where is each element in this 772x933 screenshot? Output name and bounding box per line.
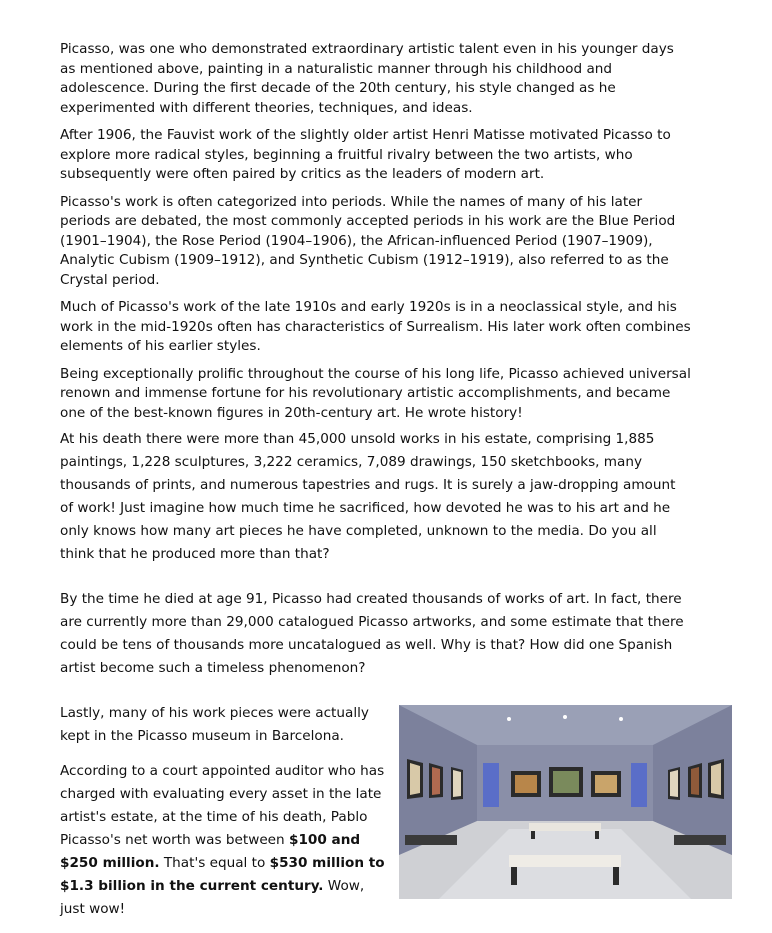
paragraph-periods: Picasso's work is often categorized into periods. While the names of many of his later periods are debated, the most commonly accepted periods in his work are the Blue Period (1901–1904), the Rose Period (1904–1906), the African-influenced Period (1907–1909), Analytic Cubism (1909–1912), and Synthetic Cubism (1912–1919), also referred to as the Crystal period.	[60, 193, 676, 288]
paragraph-museum: Lastly, many of his work pieces were actually kept in the Picasso museum in Barcelona.	[60, 705, 369, 744]
document-body	[60, 40, 692, 702]
paragraph-estate-works: At his death there were more than 45,000 unsold works in his estate, comprising 1,885 paintings, 1,228 sculptures, 3,222 ceramics, 7,089 drawings, 150 sketchbooks, many thousands of prints, and numerous tapestries and rugs. It is surely a jaw-dropping amount of work! Just imagine how much time he sacrificed, how devoted he was to his art and he only knows how many art pieces he have completed, unknown to the media. Do you all think that he produced more than that?	[60, 431, 676, 562]
paragraph-catalogued: By the time he died at age 91, Picasso had created thousands of works of art. In fact, there are currently more than 29,000 catalogued Picasso artworks, and some estimate that there could be tens of thousands more uncatalogued as well. Why is that? How did one Spanish artist become such a timeless phenomenon?	[60, 591, 684, 676]
paragraph-neoclassical: Much of Picasso's work of the late 1910s and early 1920s is in a neoclassical style, and his work in the mid-1920s often has characteristics of Surrealism. His later work often combines elements of his earlier styles.	[60, 299, 691, 354]
text-column	[60, 702, 390, 933]
paragraph-early-talent: Picasso, was one who demonstrated extraordinary artistic talent even in his younger days as mentioned above, painting in a naturalistic manner through his childhood and adolescence. During the first decade of the 20th century, his style changed as he experimented with different theories, techniques, and ideas.	[60, 41, 674, 116]
net-worth-intro: According to a court appointed auditor who has charged with evaluating every asset in the late artist's estate, at the time of his death, Pablo Picasso's net worth was between	[60, 763, 385, 848]
net-worth-adjusted-bold: $530 million to $1.3 billion in the current century.	[60, 855, 385, 894]
paragraph-net-worth	[60, 760, 390, 921]
net-worth-mid: That's equal to	[159, 855, 270, 871]
paragraph-matisse-rivalry: After 1906, the Fauvist work of the slightly older artist Henri Matisse motivated Picasso to explore more radical styles, beginning a fruitful rivalry between the two artists, who subsequently were often paired by critics as the leaders of modern art.	[60, 127, 671, 182]
paragraph-prolific: Being exceptionally prolific throughout the course of his long life, Picasso achieved universal renown and immense fortune for his revolutionary artistic accomplishments, and became one of the best-known figures in 20th-century art. He wrote history!	[60, 365, 691, 421]
net-worth-end: Wow, just wow!	[60, 878, 365, 917]
net-worth-range-bold: $100 and $250 million.	[60, 832, 361, 871]
gallery-photo	[399, 705, 732, 899]
